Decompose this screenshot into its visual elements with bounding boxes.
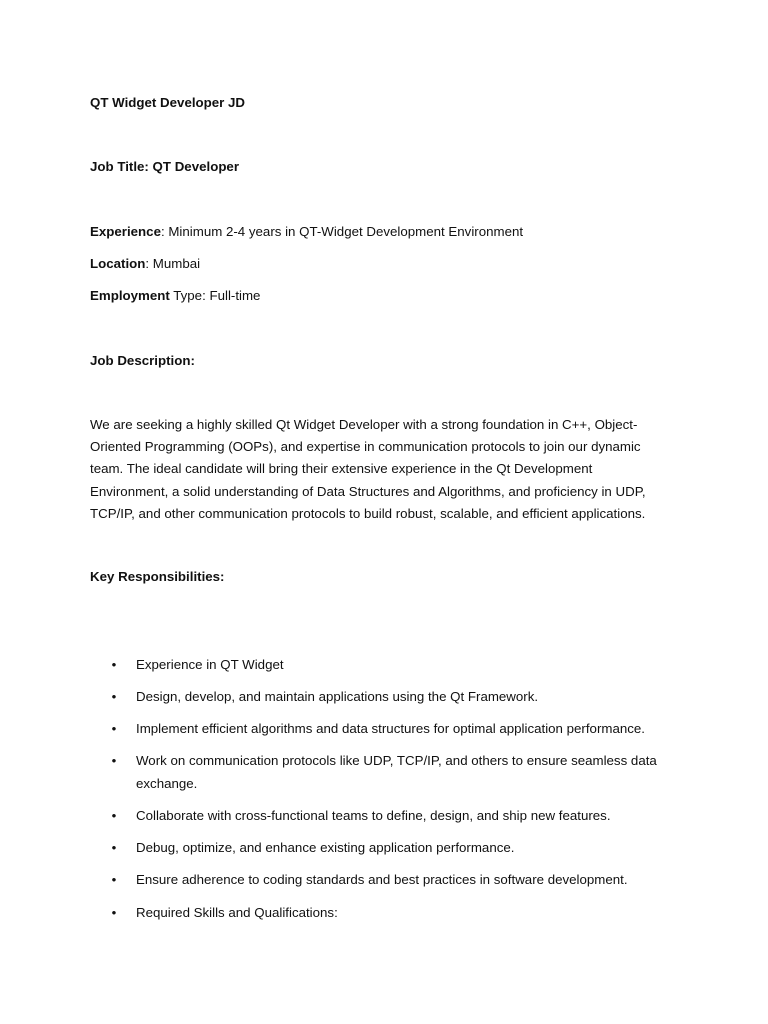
employment-line — [90, 287, 260, 305]
paragraph-line: Environment, a solid understanding of Data Structures and Algorithms, and proficiency in UDP, — [90, 483, 646, 499]
paragraph-line: TCP/IP, and other communication protocols to build robust, scalable, and efficient applications. — [90, 505, 646, 521]
employment-label: Employment — [90, 288, 170, 303]
bullet-icon: • — [111, 753, 117, 768]
paragraph-line: team. The ideal candidate will bring their extensive experience in the Qt Development — [90, 461, 593, 477]
list-item-text: Collaborate with cross-functional teams to define, design, and ship new features. — [136, 808, 611, 823]
document-title: QT Widget Developer JD — [90, 95, 246, 110]
list-item-text: exchange. — [136, 775, 198, 791]
location-label: Location — [90, 256, 146, 271]
list-item-text: Debug, optimize, and enhance existing application performance. — [136, 840, 515, 855]
bullet-icon: • — [111, 808, 117, 823]
bullet-icon: • — [111, 905, 117, 920]
list-item-text: Work on communication protocols like UDP, TCP/IP, and others to ensure seamless data — [136, 753, 657, 768]
list-item-text: Ensure adherence to coding standards and best practices in software development. — [136, 872, 628, 887]
list-item-text: Implement efficient algorithms and data structures for optimal application performance. — [136, 721, 645, 736]
list-item-text: Required Skills and Qualifications: — [136, 905, 338, 920]
bullet-icon: • — [111, 721, 117, 736]
list-item-text: Experience in QT Widget — [136, 657, 284, 672]
employment-value: Type: Full-time — [169, 288, 261, 303]
bullet-icon: • — [111, 689, 117, 704]
job-title: Job Title: QT Developer — [90, 159, 240, 174]
experience-line — [90, 223, 523, 241]
location-line — [90, 255, 200, 273]
experience-label: Experience — [90, 224, 161, 239]
job-description-heading: Job Description: — [90, 353, 195, 368]
job-description-paragraph — [90, 414, 680, 525]
experience-value: : Minimum 2-4 years in QT-Widget Development Environment — [160, 224, 524, 239]
bullet-icon: • — [111, 872, 117, 887]
bullet-icon: • — [111, 840, 117, 855]
paragraph-line: Oriented Programming (OOPs), and expertise in communication protocols to join our dynamic — [90, 439, 641, 455]
key-responsibilities-heading: Key Responsibilities: — [90, 569, 225, 584]
location-value: : Mumbai — [145, 256, 201, 271]
bullet-icon: • — [111, 657, 117, 672]
list-item-text: Design, develop, and maintain applications using the Qt Framework. — [136, 689, 539, 704]
paragraph-line: We are seeking a highly skilled Qt Widget Developer with a strong foundation in C++, Object- — [90, 417, 638, 432]
